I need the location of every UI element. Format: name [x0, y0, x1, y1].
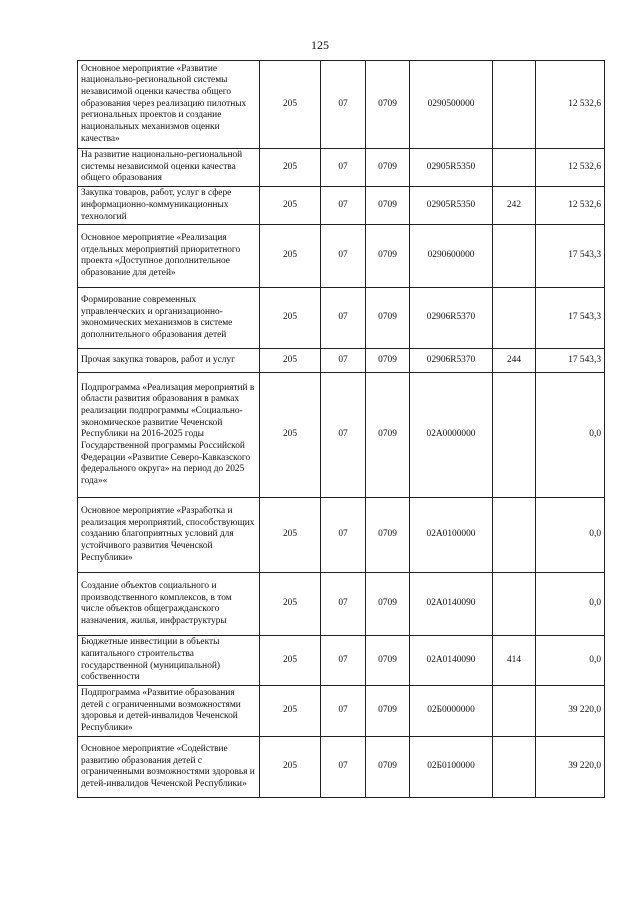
row-name: Прочая закупка товаров, работ и услуг	[78, 349, 260, 373]
table-row	[78, 573, 605, 636]
table-row	[78, 636, 605, 686]
row-ministry-code: 205	[260, 225, 321, 288]
row-ministry-code: 205	[260, 187, 321, 225]
row-name: Бюджетные инвестиции в объекты капитального строительства государственной (муниципальной) собственности	[78, 636, 260, 686]
row-section-code: 07	[321, 636, 366, 686]
row-ministry-code: 205	[260, 288, 321, 349]
row-amount: 0,0	[536, 498, 605, 573]
table-row	[78, 288, 605, 349]
row-expense-type-code	[493, 225, 536, 288]
row-target-code: 02905R5350	[410, 187, 493, 225]
row-ministry-code: 205	[260, 686, 321, 737]
row-name: Подпрограмма «Реализация мероприятий в области развития образования в рамках реализации подпрограммы «Социально-экономическое развитие Чеченской Республики на 2016-2025 годы Государственной программы Российской Федерации «Развитие Северо-Кавказского федерального округа» на период до 2025 года»«	[78, 373, 260, 498]
row-section-code: 07	[321, 187, 366, 225]
row-target-code: 02905R5350	[410, 149, 493, 187]
row-expense-type-code	[493, 573, 536, 636]
row-name: Закупка товаров, работ, услуг в сфере информационно-коммуникационных технологий	[78, 187, 260, 225]
row-section-code: 07	[321, 737, 366, 798]
row-subsection-code: 0709	[366, 187, 410, 225]
row-subsection-code: 0709	[366, 573, 410, 636]
row-target-code: 02А0100000	[410, 498, 493, 573]
row-subsection-code: 0709	[366, 373, 410, 498]
row-amount: 12 532,6	[536, 187, 605, 225]
row-target-code: 02А0000000	[410, 373, 493, 498]
row-name: Подпрограмма «Развитие образования детей с ограниченными возможностями здоровья и детей-инвалидов Чеченской Республики»	[78, 686, 260, 737]
table-row	[78, 61, 605, 149]
row-section-code: 07	[321, 149, 366, 187]
row-section-code: 07	[321, 288, 366, 349]
row-target-code: 02Б0000000	[410, 686, 493, 737]
row-section-code: 07	[321, 373, 366, 498]
table-row	[78, 225, 605, 288]
row-section-code: 07	[321, 498, 366, 573]
row-target-code: 0290500000	[410, 61, 493, 149]
row-section-code: 07	[321, 61, 366, 149]
row-amount: 0,0	[536, 373, 605, 498]
row-name: На развитие национально-региональной системы независимой оценки качества общего образования	[78, 149, 260, 187]
row-target-code: 02906R5370	[410, 288, 493, 349]
row-target-code: 02Б0100000	[410, 737, 493, 798]
table-row	[78, 498, 605, 573]
row-subsection-code: 0709	[366, 349, 410, 373]
table-row	[78, 686, 605, 737]
row-section-code: 07	[321, 686, 366, 737]
row-target-code: 02906R5370	[410, 349, 493, 373]
row-subsection-code: 0709	[366, 498, 410, 573]
row-ministry-code: 205	[260, 149, 321, 187]
table-row	[78, 349, 605, 373]
row-amount: 12 532,6	[536, 149, 605, 187]
row-subsection-code: 0709	[366, 225, 410, 288]
row-ministry-code: 205	[260, 498, 321, 573]
row-expense-type-code	[493, 498, 536, 573]
row-name: Формирование современных управленческих и организационно-экономических механизмов в системе дополнительного образования детей	[78, 288, 260, 349]
table-row	[78, 737, 605, 798]
row-expense-type-code: 244	[493, 349, 536, 373]
row-expense-type-code	[493, 288, 536, 349]
row-amount: 12 532,6	[536, 61, 605, 149]
row-name: Основное мероприятие «Содействие развитию образования детей с ограниченными возможностями здоровья и детей-инвалидов Чеченской Республики»	[78, 737, 260, 798]
row-target-code: 0290600000	[410, 225, 493, 288]
row-subsection-code: 0709	[366, 149, 410, 187]
table-row	[78, 373, 605, 498]
row-name: Создание объектов социального и производственного комплексов, в том числе объектов общегражданского назначения, жилья, инфраструктуры	[78, 573, 260, 636]
row-subsection-code: 0709	[366, 61, 410, 149]
table-row	[78, 149, 605, 187]
row-amount: 17 543,3	[536, 225, 605, 288]
row-expense-type-code: 242	[493, 187, 536, 225]
row-name: Основное мероприятие «Реализация отдельных мероприятий приоритетного проекта «Доступное дополнительное образование для детей»	[78, 225, 260, 288]
row-expense-type-code	[493, 686, 536, 737]
budget-table	[77, 60, 605, 798]
row-amount: 17 543,3	[536, 288, 605, 349]
row-amount: 17 543,3	[536, 349, 605, 373]
row-expense-type-code	[493, 61, 536, 149]
row-target-code: 02А0140090	[410, 636, 493, 686]
row-ministry-code: 205	[260, 636, 321, 686]
row-amount: 39 220,0	[536, 737, 605, 798]
row-target-code: 02А0140090	[410, 573, 493, 636]
row-expense-type-code	[493, 737, 536, 798]
row-ministry-code: 205	[260, 737, 321, 798]
row-section-code: 07	[321, 573, 366, 636]
row-expense-type-code: 414	[493, 636, 536, 686]
row-subsection-code: 0709	[366, 686, 410, 737]
row-ministry-code: 205	[260, 373, 321, 498]
row-name: Основное мероприятие «Развитие национально-региональной системы независимой оценки качества общего образования через реализацию пилотных региональных проектов и создание национальных механизмов оценки качества»	[78, 61, 260, 149]
page-number: 125	[311, 38, 329, 52]
row-amount: 0,0	[536, 573, 605, 636]
row-name: Основное мероприятие «Разработка и реализация мероприятий, способствующих созданию благоприятных условий для устойчивого развития Чеченской Республики»	[78, 498, 260, 573]
table-row	[78, 187, 605, 225]
row-section-code: 07	[321, 349, 366, 373]
row-amount: 39 220,0	[536, 686, 605, 737]
row-ministry-code: 205	[260, 349, 321, 373]
row-subsection-code: 0709	[366, 636, 410, 686]
row-expense-type-code	[493, 149, 536, 187]
row-section-code: 07	[321, 225, 366, 288]
row-subsection-code: 0709	[366, 288, 410, 349]
row-ministry-code: 205	[260, 573, 321, 636]
row-subsection-code: 0709	[366, 737, 410, 798]
row-expense-type-code	[493, 373, 536, 498]
table-body	[78, 61, 605, 798]
row-amount: 0,0	[536, 636, 605, 686]
row-ministry-code: 205	[260, 61, 321, 149]
